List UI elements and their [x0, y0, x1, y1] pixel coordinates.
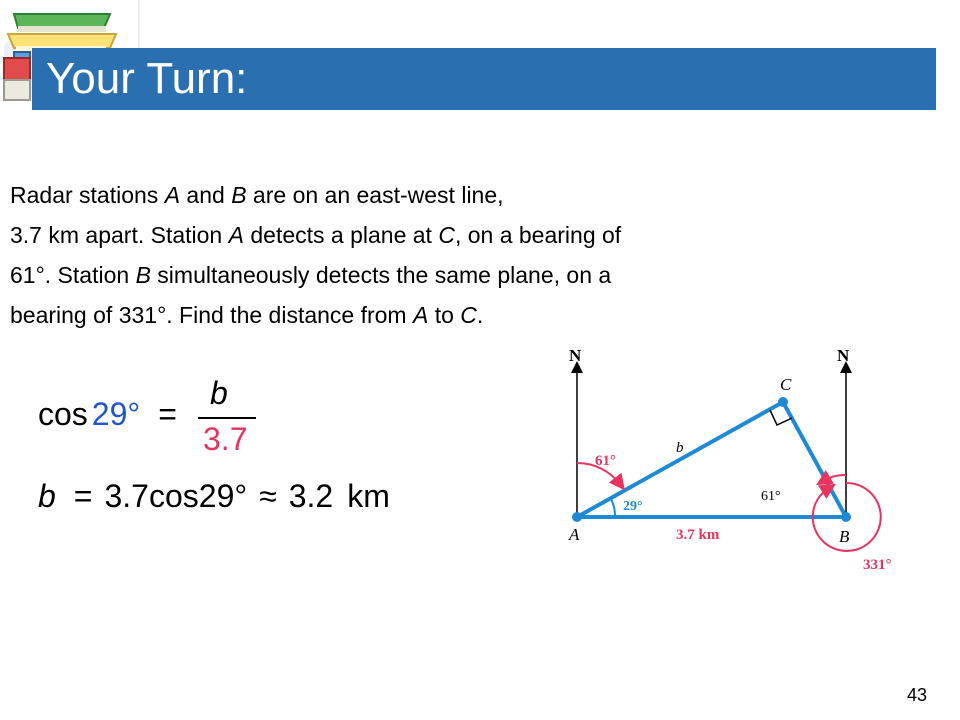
label-b: B	[839, 527, 850, 546]
triangle-abc	[577, 402, 846, 517]
equation-2: b = 3.7cos29° ≈ 3.2 km	[38, 478, 390, 514]
label-a: A	[569, 525, 580, 544]
north-label-b: N	[837, 346, 850, 365]
equation-1-lhs: cos 29° =	[38, 396, 177, 432]
title-bar	[32, 48, 936, 110]
angle-arc-29	[610, 497, 615, 517]
label-distance: 3.7 km	[676, 527, 720, 543]
problem-text	[10, 175, 890, 335]
label-angle-331: 331°	[863, 557, 892, 573]
label-angle-61-right: 61°	[761, 489, 781, 504]
problem-line-4: bearing of 331°. Find the distance from A to C.	[10, 302, 484, 328]
label-angle-29: 29°	[623, 499, 643, 514]
equation-1-denominator: 3.7	[203, 421, 248, 457]
point-b	[841, 512, 851, 522]
problem-line-3: 61°. Station B simultaneously detects the same plane, on a	[10, 262, 612, 288]
label-c: C	[780, 375, 792, 394]
fraction-bar	[198, 417, 256, 419]
point-c	[778, 397, 788, 407]
equation-1-numerator: b	[210, 375, 228, 411]
radar-diagram	[555, 335, 935, 590]
label-side-b: b	[676, 440, 684, 456]
slide-number: 43	[906, 685, 927, 705]
problem-line-1: Radar stations A and B are on an east-west line,	[10, 182, 504, 208]
problem-line-2: 3.7 km apart. Station A detects a plane at C, on a bearing of	[10, 222, 622, 248]
slide-title: Your Turn:	[46, 54, 248, 103]
point-a	[572, 512, 582, 522]
label-angle-61-left: 61°	[595, 453, 616, 469]
north-label-a: N	[569, 346, 582, 365]
